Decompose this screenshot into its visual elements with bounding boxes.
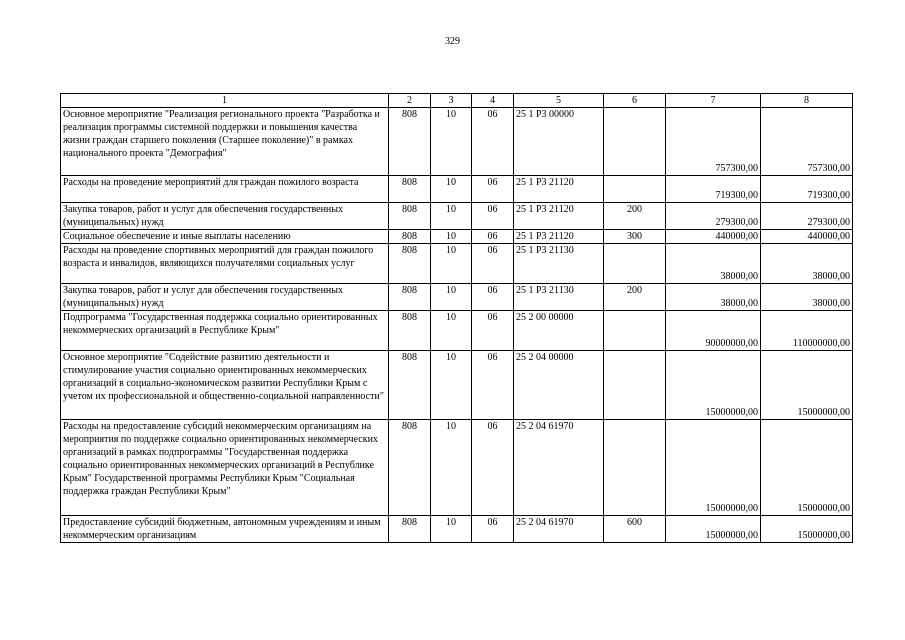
row-description: Социальное обеспечение и иные выплаты населению xyxy=(61,230,389,244)
amount-year-1: 440000,00 xyxy=(666,230,761,244)
ministry-code: 808 xyxy=(389,284,431,311)
amount-year-1: 15000000,00 xyxy=(666,351,761,420)
table-row xyxy=(61,108,853,176)
column-header: 8 xyxy=(761,94,853,108)
amount-year-1: 15000000,00 xyxy=(666,516,761,543)
expense-type-code xyxy=(604,176,666,203)
row-description: Предоставление субсидий бюджетным, автономным учреждениям и иным некоммерческим организациям xyxy=(61,516,389,543)
table-row xyxy=(61,420,853,516)
expense-type-code xyxy=(604,244,666,284)
table-row xyxy=(61,230,853,244)
amount-year-1: 38000,00 xyxy=(666,284,761,311)
target-article-code: 25 1 P3 21130 xyxy=(514,244,604,284)
amount-year-2: 279300,00 xyxy=(761,203,853,230)
expense-type-code: 200 xyxy=(604,284,666,311)
target-article-code: 25 1 P3 21130 xyxy=(514,284,604,311)
section-code: 10 xyxy=(431,351,472,420)
expense-type-code: 300 xyxy=(604,230,666,244)
row-description: Расходы на предоставление субсидий некоммерческим организациям на мероприятия по поддержке социально ориентированных некоммерческих организаций в рамках подпрограммы "Государственная поддержка социально ориентированных некоммерческих организаций в Республике Крым" Государственной программы Республики Крым "Социальная поддержка граждан Республики Крым" xyxy=(61,420,389,516)
row-description: Основное мероприятие "Реализация регионального проекта "Разработка и реализация программы системной поддержки и повышения качества жизни граждан старшего поколения (Старшее поколение)" в рамках национального проекта "Демография" xyxy=(61,108,389,176)
ministry-code: 808 xyxy=(389,351,431,420)
amount-year-1: 38000,00 xyxy=(666,244,761,284)
ministry-code: 808 xyxy=(389,230,431,244)
section-code: 10 xyxy=(431,284,472,311)
section-code: 10 xyxy=(431,516,472,543)
expense-type-code: 600 xyxy=(604,516,666,543)
amount-year-2: 15000000,00 xyxy=(761,516,853,543)
table-row xyxy=(61,351,853,420)
table-row xyxy=(61,516,853,543)
ministry-code: 808 xyxy=(389,176,431,203)
target-article-code: 25 2 00 00000 xyxy=(514,311,604,351)
section-code: 10 xyxy=(431,108,472,176)
ministry-code: 808 xyxy=(389,516,431,543)
subsection-code: 06 xyxy=(472,311,514,351)
amount-year-2: 719300,00 xyxy=(761,176,853,203)
target-article-code: 25 1 P3 00000 xyxy=(514,108,604,176)
amount-year-2: 757300,00 xyxy=(761,108,853,176)
target-article-code: 25 1 P3 21120 xyxy=(514,176,604,203)
amount-year-2: 15000000,00 xyxy=(761,351,853,420)
subsection-code: 06 xyxy=(472,351,514,420)
column-header: 6 xyxy=(604,94,666,108)
table-body xyxy=(61,108,853,543)
subsection-code: 06 xyxy=(472,108,514,176)
amount-year-2: 110000000,00 xyxy=(761,311,853,351)
section-code: 10 xyxy=(431,311,472,351)
column-header: 7 xyxy=(666,94,761,108)
row-description: Расходы на проведение спортивных мероприятий для граждан пожилого возраста и инвалидов, являющихся получателями социальных услуг xyxy=(61,244,389,284)
ministry-code: 808 xyxy=(389,203,431,230)
expense-type-code xyxy=(604,311,666,351)
budget-table xyxy=(60,93,853,543)
amount-year-1: 279300,00 xyxy=(666,203,761,230)
table-row xyxy=(61,284,853,311)
table-header-row xyxy=(61,94,853,108)
row-description: Закупка товаров, работ и услуг для обеспечения государственных (муниципальных) нужд xyxy=(61,203,389,230)
expense-type-code: 200 xyxy=(604,203,666,230)
amount-year-1: 719300,00 xyxy=(666,176,761,203)
ministry-code: 808 xyxy=(389,420,431,516)
subsection-code: 06 xyxy=(472,203,514,230)
section-code: 10 xyxy=(431,203,472,230)
table-row xyxy=(61,176,853,203)
column-header: 1 xyxy=(61,94,389,108)
amount-year-1: 757300,00 xyxy=(666,108,761,176)
column-header: 2 xyxy=(389,94,431,108)
subsection-code: 06 xyxy=(472,230,514,244)
amount-year-2: 440000,00 xyxy=(761,230,853,244)
subsection-code: 06 xyxy=(472,420,514,516)
page-number: 329 xyxy=(445,36,460,47)
expense-type-code xyxy=(604,420,666,516)
column-header: 5 xyxy=(514,94,604,108)
amount-year-2: 38000,00 xyxy=(761,284,853,311)
amount-year-2: 15000000,00 xyxy=(761,420,853,516)
ministry-code: 808 xyxy=(389,311,431,351)
target-article-code: 25 2 04 61970 xyxy=(514,420,604,516)
ministry-code: 808 xyxy=(389,244,431,284)
subsection-code: 06 xyxy=(472,176,514,203)
section-code: 10 xyxy=(431,176,472,203)
target-article-code: 25 1 P3 21120 xyxy=(514,203,604,230)
expense-type-code xyxy=(604,351,666,420)
target-article-code: 25 2 04 00000 xyxy=(514,351,604,420)
column-header: 3 xyxy=(431,94,472,108)
table-row xyxy=(61,203,853,230)
subsection-code: 06 xyxy=(472,284,514,311)
expense-type-code xyxy=(604,108,666,176)
amount-year-1: 15000000,00 xyxy=(666,420,761,516)
row-description: Расходы на проведение мероприятий для граждан пожилого возраста xyxy=(61,176,389,203)
amount-year-2: 38000,00 xyxy=(761,244,853,284)
target-article-code: 25 1 P3 21120 xyxy=(514,230,604,244)
table-row xyxy=(61,244,853,284)
row-description: Основное мероприятие "Содействие развитию деятельности и стимулирование участия социально ориентированных некоммерческих организаций в социально-экономическом развитии Республики Крым с учетом их профессиональной и общественно-социальной направленности" xyxy=(61,351,389,420)
row-description: Закупка товаров, работ и услуг для обеспечения государственных (муниципальных) нужд xyxy=(61,284,389,311)
row-description: Подпрограмма "Государственная поддержка социально ориентированных некоммерческих организаций в Республике Крым" xyxy=(61,311,389,351)
column-header: 4 xyxy=(472,94,514,108)
ministry-code: 808 xyxy=(389,108,431,176)
section-code: 10 xyxy=(431,420,472,516)
section-code: 10 xyxy=(431,244,472,284)
table-row xyxy=(61,311,853,351)
subsection-code: 06 xyxy=(472,516,514,543)
section-code: 10 xyxy=(431,230,472,244)
target-article-code: 25 2 04 61970 xyxy=(514,516,604,543)
subsection-code: 06 xyxy=(472,244,514,284)
amount-year-1: 90000000,00 xyxy=(666,311,761,351)
